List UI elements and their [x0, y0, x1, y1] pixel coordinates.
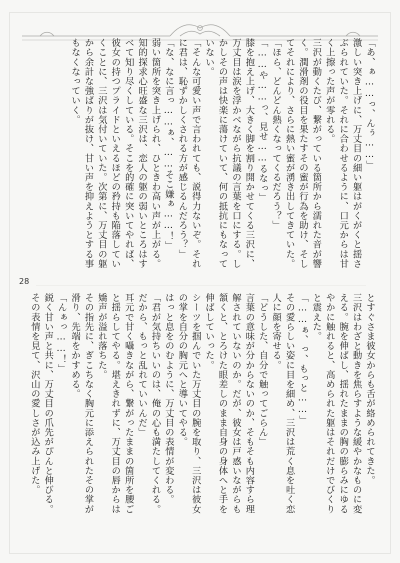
body-text-top: 「あ、ぁ……っ、んぅ……」 激しい突き上げに、万丈目の細い躯はがくがくと揺さぶられていた。それに合わせるように、口元からは甘く上擦った声が零れる。 三沢が動くたび、繋がっている箇所から濡れた音が響く。潤滑剤の役目を果たすその蜜が行為を助け、そしてそれにより、さらに熱い蜜が湧き出してきていた。 「ほら、どんどん熱くなってくるだろう？」 「……や……っ、見せ……るなっ」 膝を抱え上げ、大きく脚を割り開かせてくる三沢に、万丈目は涙を浮かべながら抗議の言葉を口にする。しかしその声は快楽に蕩けていて、何の抵抗にもなっていない。 「そんな可愛い声で言われても、説得力ないぞ。それに君は、恥ずかしくされる方が感じるんだろう？」 「な、なに言っ……ぁ、……そこ嫌ぁ……！」 弱い箇所を突き上げられ、ひときわ高い声が上がる。 知的探求心旺盛な三沢は、恋人の躯の弱いところはすべて知り尽くしている。そこを的確に突いてやれば、彼女の持つプライドといえるほどの矜持も陥落していくことに、三沢は気付いていた。次第に、万丈目の躯から余計な強ばりが抜け、甘い声を抑えようとする事もなくなっていく。 — [69, 38, 375, 269]
mid-divider — [36, 285, 366, 286]
page-number: 28 — [19, 277, 30, 286]
body-text-bottom: とすぐさま彼女からも舌が絡められてきた。 三沢はわざと動きを焦らすような緩やかなものに変える。腕を伸ばし、揺れたままの胸の膨らみにゆるやかに触れると、高められた躯はそれだけでびくりと震えた。 「……ぁ、っ、もっと……」 その愛らしい姿に目を細め、三沢は荒く息を吐く恋人に顔を寄せる。 「どうした、自分で触ってごらん」 言葉の意味が分からないのか、そもそも内容すら理解されていないのか。だが、彼女は戸惑いながらも頷くと、とろけた眼差しのまま自身の身体へと手を伸ばしていった。 シーツを掴んでいた万丈目の腕を取り、三沢は彼女の掌を自分の胸元へと導いてやる。 はっと息をのむように、万丈目の表情が変わる。 「君が気持ちいいのは、俺の心も満たしてくれる。だから、もっと乱れていいんだ」 耳元で甘く囁きながら、繋がったままの箇所を腰ごと揺らしてやる。堪えきれずに、万丈目の唇からは嬌声が溢れ落ちた。 その指先に、ぎこちなく胸元に添えられたその掌が滑り、先端をかすめる。 「んぁっ……！」 鋭く甘い声と共に、万丈目の爪先がぴんと伸びる。 その表情を見て、沢山の愛しさが込み上げた。 — [28, 293, 375, 514]
